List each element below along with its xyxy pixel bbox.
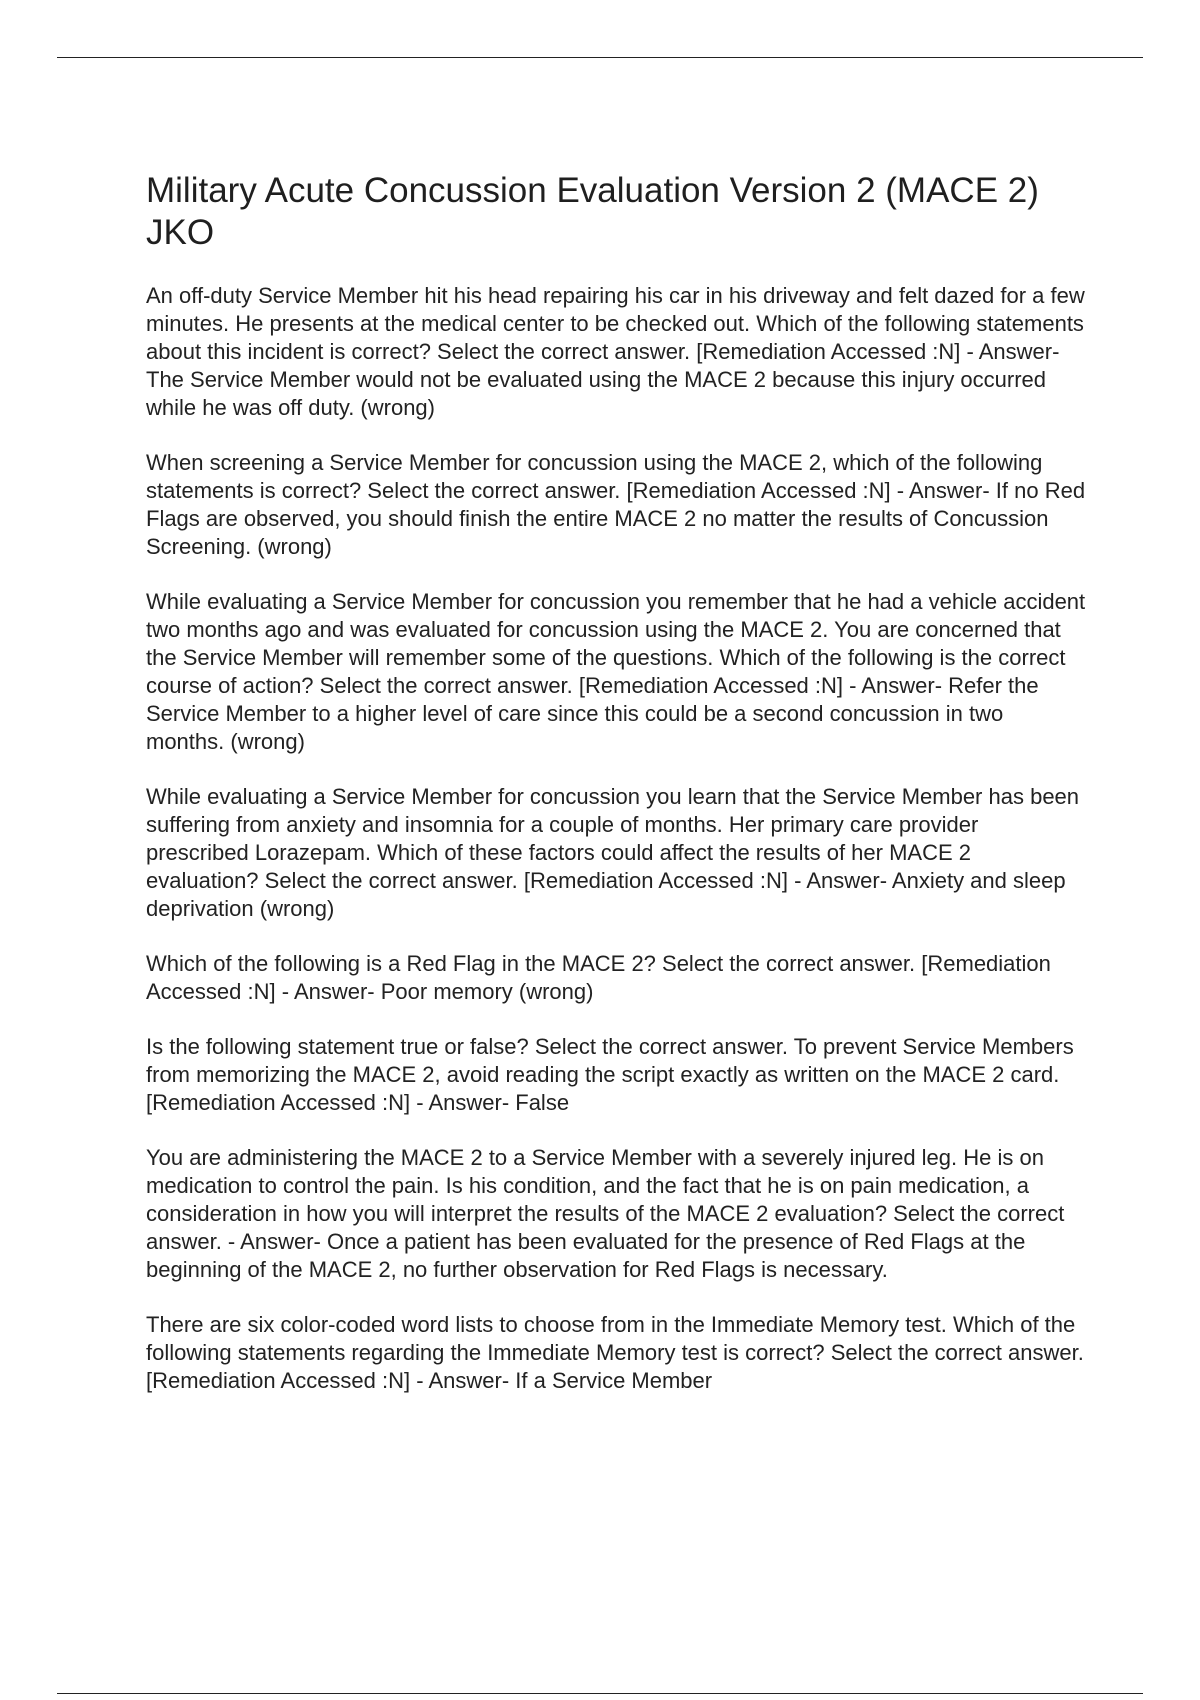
qa-item: An off-duty Service Member hit his head repairing his car in his driveway and felt dazed for a few minutes. He presents at the medical center to be checked out. Which of the following statements about this incident is correct? Select the correct answer. [Remediation Accessed :N] - Answer- The Service Member would not be evaluated using the MACE 2 because this injury occurred while he was off duty. (wrong) [146, 283, 1085, 420]
qa-item: Is the following statement true or false? Select the correct answer. To prevent Service Members from memorizing the MACE 2, avoid reading the script exactly as written on the MACE 2 card. [Remediation Accessed :N] - Answer- False [146, 1034, 1074, 1115]
qa-item: While evaluating a Service Member for concussion you learn that the Service Member has been suffering from anxiety and insomnia for a couple of months. Her primary care provider prescribed Lorazepam. Which of these factors could affect the results of her MACE 2 evaluation? Select the correct answer. [Remediation Accessed :N] - Answer- Anxiety and sleep deprivation (wrong) [146, 784, 1080, 921]
top-divider [57, 57, 1143, 58]
qa-item: When screening a Service Member for concussion using the MACE 2, which of the following statements is correct? Select the correct answer. [Remediation Accessed :N] - Answer- If no Red Flags are observed, you should finish the entire MACE 2 no matter the results of Concussion Screening. (wrong) [146, 450, 1086, 559]
document-body [146, 170, 1086, 1422]
qa-item: Which of the following is a Red Flag in the MACE 2? Select the correct answer. [Remediation Accessed :N] - Answer- Poor memory (wrong) [146, 951, 1051, 1004]
qa-item: There are six color-coded word lists to choose from in the Immediate Memory test. Which of the following statements regarding the Immediate Memory test is correct? Select the correct answer. [Remediation Accessed :N] - Answer- If a Service Member [146, 1312, 1084, 1393]
qa-item: You are administering the MACE 2 to a Service Member with a severely injured leg. He is on medication to control the pain. Is his condition, and the fact that he is on pain medication, a consideration in how you will interpret the results of the MACE 2 evaluation? Select the correct answer. - Answer- Once a patient has been evaluated for the presence of Red Flags at the beginning of the MACE 2, no further observation for Red Flags is necessary. [146, 1145, 1065, 1282]
qa-item: While evaluating a Service Member for concussion you remember that he had a vehicle accident two months ago and was evaluated for concussion using the MACE 2. You are concerned that the Service Member will remember some of the questions. Which of the following is the correct course of action? Select the correct answer. [Remediation Accessed :N] - Answer- Refer the Service Member to a higher level of care since this could be a second concussion in two months. (wrong) [146, 589, 1086, 754]
bottom-divider [57, 1693, 1143, 1694]
document-title: Military Acute Concussion Evaluation Version 2 (MACE 2) JKO [146, 171, 1039, 252]
